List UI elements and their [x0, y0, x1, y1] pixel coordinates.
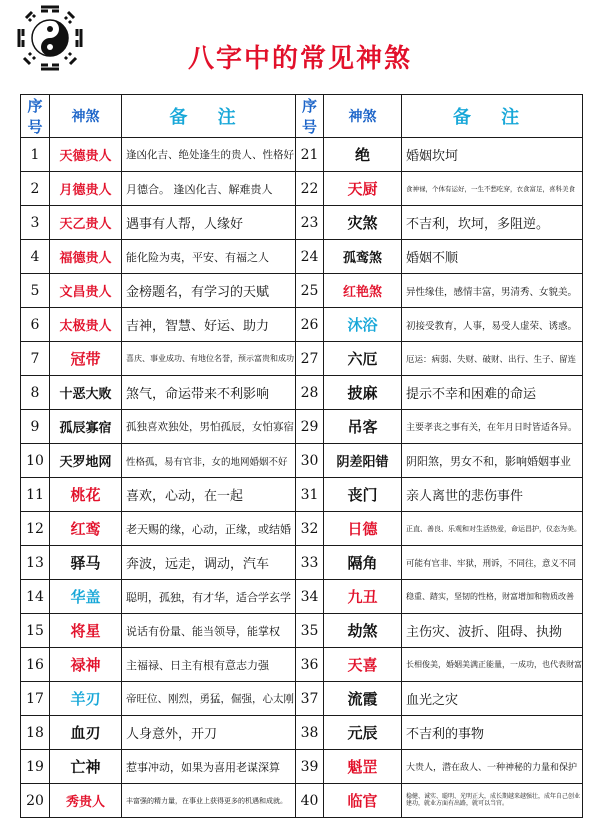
shensha-name: 文昌贵人: [50, 274, 122, 308]
row-number: 3: [21, 206, 50, 240]
row-number: 5: [21, 274, 50, 308]
shensha-name: 九丑: [324, 580, 402, 614]
table-row: [21, 206, 583, 240]
row-number: 28: [296, 376, 324, 410]
table-row: [21, 614, 583, 648]
table-row: [21, 716, 583, 750]
table-row: [21, 512, 583, 546]
shensha-name: 隔角: [324, 546, 402, 580]
shensha-note: 主要孝丧之事有关，在年月日时皆适各异。: [402, 410, 583, 444]
shensha-name: 亡神: [50, 750, 122, 784]
row-number: 33: [296, 546, 324, 580]
shensha-name: 桃花: [50, 478, 122, 512]
table-row: [21, 750, 583, 784]
header-god: 神煞: [324, 95, 402, 138]
shensha-note: 说话有份量、能当领导，能掌权: [122, 614, 296, 648]
shensha-name: 魁罡: [324, 750, 402, 784]
shensha-name: 六厄: [324, 342, 402, 376]
shensha-note: 老天赐的缘，心动，正缘，或结婚: [122, 512, 296, 546]
shensha-note: 能化险为夷，平安、有福之人: [122, 240, 296, 274]
shensha-name: 丧门: [324, 478, 402, 512]
shensha-note: 血光之灾: [402, 682, 583, 716]
row-number: 29: [296, 410, 324, 444]
shensha-note: 厄运：病弱、失财、破财、出行、生子、留连: [402, 342, 583, 376]
shensha-note: 不吉利的事物: [402, 716, 583, 750]
row-number: 7: [21, 342, 50, 376]
row-number: 4: [21, 240, 50, 274]
shensha-name: 十恶大败: [50, 376, 122, 410]
row-number: 39: [296, 750, 324, 784]
table-row: [21, 682, 583, 716]
shensha-name: 血刃: [50, 716, 122, 750]
row-number: 34: [296, 580, 324, 614]
shensha-name: 天罗地网: [50, 444, 122, 478]
row-number: 22: [296, 172, 324, 206]
shensha-note: 初接受教育，人事，易受人虚荣、诱惑。: [402, 308, 583, 342]
shensha-note: 婚姻不顺: [402, 240, 583, 274]
shensha-name: 披麻: [324, 376, 402, 410]
shensha-name: 月德贵人: [50, 172, 122, 206]
shensha-name: 元辰: [324, 716, 402, 750]
table-row: [21, 342, 583, 376]
shensha-note: 不吉利，坎坷，多阻逆。: [402, 206, 583, 240]
row-number: 8: [21, 376, 50, 410]
page-title: 八字中的常见神煞: [187, 44, 412, 74]
table-row: [21, 580, 583, 614]
row-number: 9: [21, 410, 50, 444]
table-row: [21, 784, 583, 818]
row-number: 19: [21, 750, 50, 784]
shensha-name: 红艳煞: [324, 274, 402, 308]
shensha-note: 喜庆、事业成功、有地位名誉，预示富贵和成功: [122, 342, 296, 376]
shensha-name: 羊刃: [50, 682, 122, 716]
shensha-note: 吉神，智慧、好运、助力: [122, 308, 296, 342]
table-header-row: [21, 95, 583, 138]
table-row: [21, 138, 583, 172]
shensha-note: 丰富强的精力量，在事业上获得更多的机遇和成就。: [122, 784, 296, 818]
row-number: 1: [21, 138, 50, 172]
shensha-note: 食神禄，个体有运好，一生不愁吃穿，衣食富足，喜科美食: [402, 172, 583, 206]
shensha-note: 奔波，远走，调动，汽车: [122, 546, 296, 580]
shensha-name: 临官: [324, 784, 402, 818]
shensha-note: 长相俊美，婚姻美满正能量，一成功，也代表财富: [402, 648, 583, 682]
shensha-name: 冠带: [50, 342, 122, 376]
shensha-name: 日德: [324, 512, 402, 546]
shensha-name: 孤辰寡宿: [50, 410, 122, 444]
shensha-name: 流霞: [324, 682, 402, 716]
row-number: 36: [296, 648, 324, 682]
table-row: [21, 444, 583, 478]
header-note: 备 注: [122, 95, 296, 138]
row-number: 27: [296, 342, 324, 376]
shensha-table: [20, 94, 583, 818]
shensha-note: 喜欢，心动，在一起: [122, 478, 296, 512]
shensha-note: 月德合。 逢凶化吉、解难贵人: [122, 172, 296, 206]
shensha-name: 吊客: [324, 410, 402, 444]
row-number: 2: [21, 172, 50, 206]
shensha-name: 驿马: [50, 546, 122, 580]
table-row: [21, 172, 583, 206]
shensha-note: 亲人离世的悲伤事件: [402, 478, 583, 512]
row-number: 37: [296, 682, 324, 716]
shensha-note: 遇事有人帮，人缘好: [122, 206, 296, 240]
row-number: 25: [296, 274, 324, 308]
row-number: 32: [296, 512, 324, 546]
shensha-name: 绝: [324, 138, 402, 172]
row-number: 17: [21, 682, 50, 716]
row-number: 26: [296, 308, 324, 342]
header-num: 序号: [296, 95, 324, 138]
shensha-name: 天喜: [324, 648, 402, 682]
shensha-note: 稳健、诚实、聪明、光明正大，成长期越来越强壮，成年自己创业建功，就业方面有出路，就可以当官。: [402, 784, 583, 818]
row-number: 14: [21, 580, 50, 614]
shensha-note: 正直、善良、乐观和对生活热爱，命运昌护，仪态为美。: [402, 512, 583, 546]
row-number: 38: [296, 716, 324, 750]
shensha-note: 异性缘佳，感情丰富，男清秀、女貌美。: [402, 274, 583, 308]
row-number: 30: [296, 444, 324, 478]
row-number: 10: [21, 444, 50, 478]
shensha-note: 煞气，命运带来不利影响: [122, 376, 296, 410]
row-number: 40: [296, 784, 324, 818]
row-number: 31: [296, 478, 324, 512]
shensha-name: 孤鸾煞: [324, 240, 402, 274]
row-number: 16: [21, 648, 50, 682]
shensha-name: 灾煞: [324, 206, 402, 240]
row-number: 13: [21, 546, 50, 580]
shensha-name: 秀贵人: [50, 784, 122, 818]
shensha-note: 阴阳煞，男女不和，影响婚姻事业: [402, 444, 583, 478]
table-row: [21, 410, 583, 444]
shensha-name: 禄神: [50, 648, 122, 682]
shensha-name: 太极贵人: [50, 308, 122, 342]
shensha-name: 沐浴: [324, 308, 402, 342]
shensha-note: 大贵人，潜在敌人、一种神秘的力量和保护: [402, 750, 583, 784]
row-number: 12: [21, 512, 50, 546]
shensha-note: 婚姻坎坷: [402, 138, 583, 172]
table-row: [21, 546, 583, 580]
shensha-name: 阴差阳错: [324, 444, 402, 478]
table-row: [21, 274, 583, 308]
shensha-name: 红鸾: [50, 512, 122, 546]
row-number: 18: [21, 716, 50, 750]
row-number: 21: [296, 138, 324, 172]
table-row: [21, 478, 583, 512]
shensha-note: 人身意外，开刀: [122, 716, 296, 750]
shensha-note: 金榜题名，有学习的天赋: [122, 274, 296, 308]
shensha-name: 华盖: [50, 580, 122, 614]
row-number: 24: [296, 240, 324, 274]
table-row: [21, 376, 583, 410]
row-number: 6: [21, 308, 50, 342]
header-num: 序号: [21, 95, 50, 138]
header-note: 备 注: [402, 95, 583, 138]
row-number: 11: [21, 478, 50, 512]
shensha-name: 劫煞: [324, 614, 402, 648]
shensha-note: 主伤灾、波折、阻碍、执拗: [402, 614, 583, 648]
header-god: 神煞: [50, 95, 122, 138]
shensha-note: 可能有官非、牢狱，刑诉，不同往，意义不同: [402, 546, 583, 580]
shensha-name: 天乙贵人: [50, 206, 122, 240]
shensha-name: 天德贵人: [50, 138, 122, 172]
table-row: [21, 308, 583, 342]
row-number: 35: [296, 614, 324, 648]
shensha-note: 帝旺位、刚烈，勇猛，倔强，心太刚: [122, 682, 296, 716]
shensha-name: 天厨: [324, 172, 402, 206]
shensha-note: 主福禄、日主有根有意志力强: [122, 648, 296, 682]
shensha-note: 惹事冲动，如果为喜用老谋深算: [122, 750, 296, 784]
shensha-note: 稳重、踏实，坚韧的性格，财富增加和物质改善: [402, 580, 583, 614]
shensha-name: 将星: [50, 614, 122, 648]
row-number: 15: [21, 614, 50, 648]
shensha-note: 逢凶化吉、绝处逢生的贵人、性格好: [122, 138, 296, 172]
row-number: 20: [21, 784, 50, 818]
row-number: 23: [296, 206, 324, 240]
shensha-note: 性格孤，易有官非，女的地网婚姻不好: [122, 444, 296, 478]
shensha-name: 福德贵人: [50, 240, 122, 274]
table-row: [21, 240, 583, 274]
shensha-note: 聪明，孤独，有才华，适合学玄学: [122, 580, 296, 614]
table-row: [21, 648, 583, 682]
shensha-note: 孤独喜欢独处，男怕孤辰，女怕寡宿: [122, 410, 296, 444]
shensha-note: 提示不幸和困难的命运: [402, 376, 583, 410]
